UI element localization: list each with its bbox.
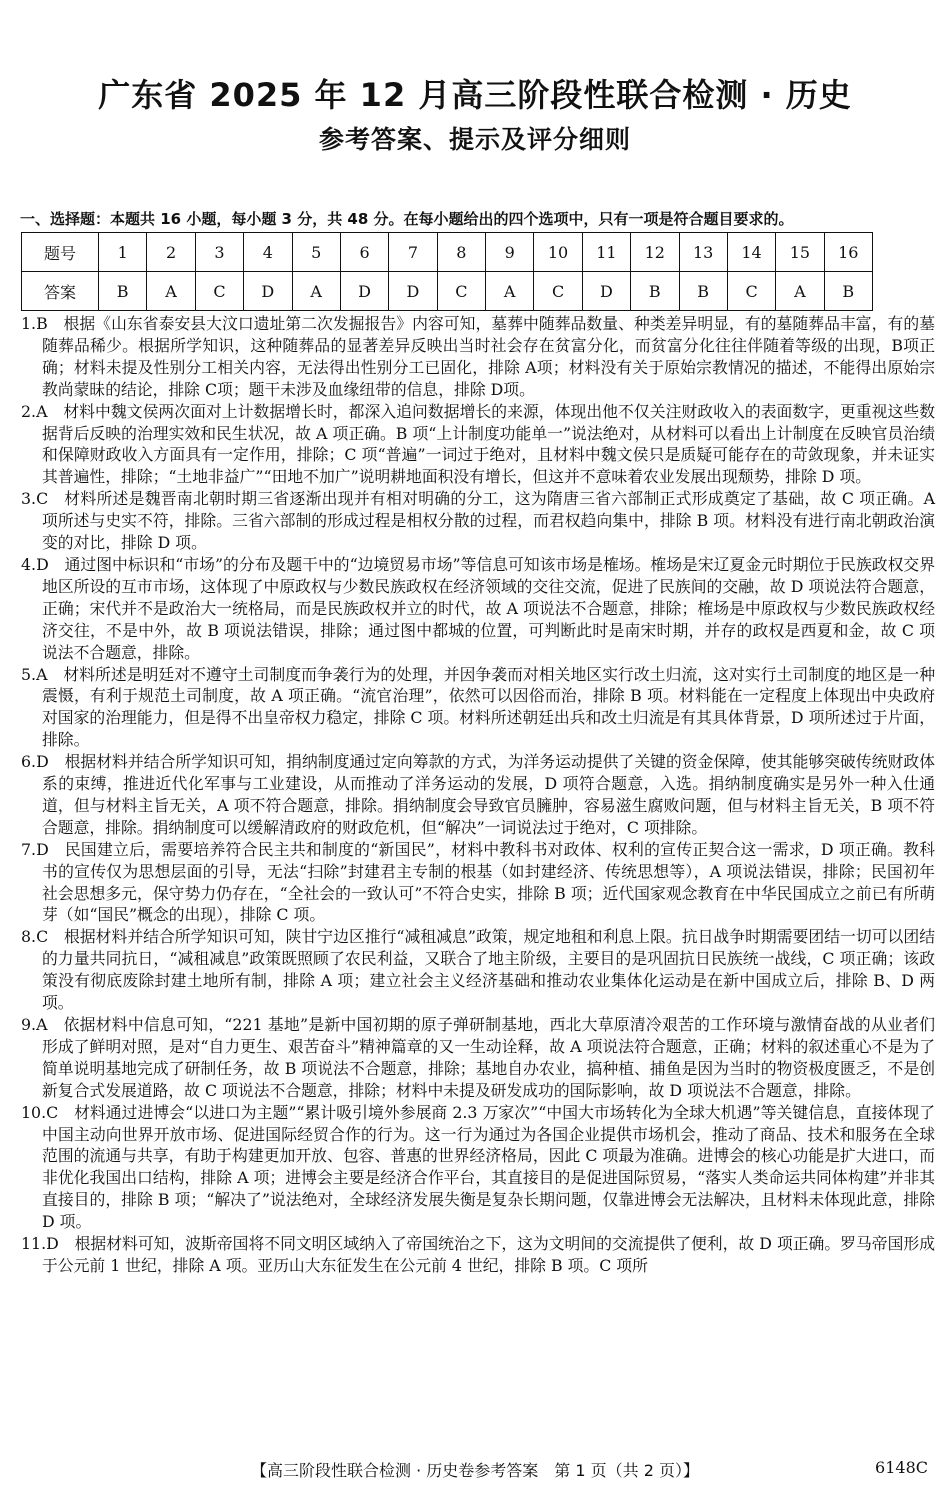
explanation-item [21,926,935,1014]
question-number-cell: 16 [824,233,872,272]
question-number-cell: 4 [244,233,292,272]
answer-cell: D [340,272,388,311]
question-number-cell: 15 [776,233,824,272]
explanation-item [21,1014,935,1102]
question-number-cell: 12 [631,233,679,272]
question-number-cell: 9 [486,233,534,272]
item-text: 通过图中标识和“市场”的分布及题干中的“边境贸易市场”等信息可知该市场是榷场。榷场是宋辽夏金元时期位于民族政权交界地区所设的互市市场，这体现了中原政权与少数民族政权在经济领域的交往交流，促进了民族间的交融，故 D 项说法符合题意，正确；宋代并不是政治大一统格局，而是民族政权并立的时代，故 A 项说法不合题意，排除；榷场是中原政权与少数民族政权经济交往，不是中外，故 B 项说法错误，排除；通过图中都城的位置，可判断此时是南宋时期，并存的政权是西夏和金，故 C 项说法不合题意，排除。 [42,554,935,662]
question-number-cell: 3 [195,233,243,272]
question-number-cell: 7 [389,233,437,272]
answer-cell: B [99,272,147,311]
item-text: 材料所述是魏晋南北朝时期三省逐渐出现并有相对明确的分工，这为隋唐三省六部制正式形成奠定了基础，故 C 项正确。A 项所述与史实不符，排除。三省六部制的形成过程是相权分散的过程，而君权趋向集中，排除 B 项。材料没有进行南北朝政治演变的对比，排除 D 项。 [42,489,935,553]
paper-code: 6148C [875,1458,928,1477]
item-text: 根据材料并结合所学知识可知，捐纳制度通过定向筹款的方式，为洋务运动提供了关键的资金保障，使其能够突破传统财政体系的束缚，推进近代化军事与工业建设，从而推动了洋务运动的发展，D 项符合题意，入选。捐纳制度确实是另外一种入仕通道，但与材料主旨无关，A 项不符合题意，排除。捐纳制度会导致官员臃肿，容易滋生腐败问题，但与材料主旨无关，B 项不符合题意，排除。捐纳制度可以缓解清政府的财政危机，但“解决”一词说法过于绝对，C 项排除。 [42,752,935,837]
question-number-cell: 1 [99,233,147,272]
explanation-item [21,1233,935,1277]
question-number-cell: 6 [340,233,388,272]
question-number-cell: 5 [292,233,340,272]
explanation-item [21,554,935,664]
answer-cell: D [389,272,437,311]
explanation-item [21,751,935,839]
number-row [22,233,873,272]
item-number: 2.A [21,401,48,421]
answer-table [21,232,873,311]
item-number: 1.B [21,314,48,333]
item-number: 4.D [21,554,49,574]
answer-cell: D [582,272,630,311]
answer-row [22,272,873,311]
explanation-item [21,401,935,489]
item-text: 民国建立后，需要培养符合民主共和制度的“新国民”，材料中教科书对政体、权利的宣传正契合这一需求，D 项正确。教科书的宣传仅为思想层面的引导，无法“扫除”封建君主专制的根基（如封建经济、传统思想等），A 项说法错误，排除；民国初年社会思想多元，保守势力仍存在，“全社会的一致认可”不符合史实，排除 B 项；近代国家观念教育在中华民国成立之前已有所萌芽（如“国民”概念的出现），排除 C 项。 [42,839,935,925]
row-label: 题号 [22,233,99,272]
item-text: 材料中魏文侯两次面对上计数据增长时，都深入追问数据增长的来源，体现出他不仅关注财政收入的表面数字，更重视这些数据背后反映的治理实效和民生状况，故 A 项正确。B 项“上计制度功能单一”说法绝对，从材料可以看出上计制度在反映官员治绩和保障财政收入方面具有一定作用，排除；C 项“普遍”一词过于绝对，且材料中魏文侯只是质疑可能存在的苛敛现象，并未证实其普遍性，排除；“土地非益广”“田地不加广”说明耕地面积没有增长，但这并不意味着农业发展出现颓势，排除 D 项。 [42,401,935,487]
item-number: 3.C [21,489,49,509]
question-number-cell: 8 [437,233,485,272]
question-number-cell: 10 [534,233,582,272]
question-number-cell: 2 [147,233,195,272]
explanation-item [21,1102,935,1233]
question-number-cell: 14 [727,233,775,272]
item-text: 材料所述是明廷对不遵守土司制度而争袭行为的处理，并因争袭而对相关地区实行改土归流，这对实行土司制度的地区是一种震慑，有利于规范土司制度，故 A 项正确。“流官治理”，依然可以因俗而治，排除 B 项。材料能在一定程度上体现出中央政府对国家的治理能力，但是得不出皇帝权力稳定，排除 C 项。材料所述朝廷出兵和改土归流是有其具体背景，D 项所述过于片面，排除。 [42,664,935,750]
question-number-cell: 11 [582,233,630,272]
answer-cell: B [631,272,679,311]
item-text: 根据材料可知，波斯帝国将不同文明区域纳入了帝国统治之下，这为文明间的交流提供了便利，故 D 项正确。罗马帝国形成于公元前 1 世纪，排除 A 项。亚历山大东征发生在公元前 4 世纪，排除 B 项。C 项所 [42,1234,935,1275]
item-number: 6.D [21,752,49,772]
answer-cell: C [437,272,485,311]
answer-explanations [21,313,935,1277]
answer-cell: A [776,272,824,311]
item-number: 10.C [21,1102,59,1122]
explanation-item [21,488,935,554]
page-subtitle: 参考答案、提示及评分细则 [318,125,631,154]
answer-cell: A [486,272,534,311]
section-heading: 一、选择题：本题共 16 小题，每小题 3 分，共 48 分。在每小题给出的四个选项中，只有一项是符合题目要求的。 [20,210,794,228]
answer-cell: C [534,272,582,311]
page-title: 广东省 2025 年 12 月高三阶段性联合检测 · 历史 [98,76,852,114]
answer-cell: A [147,272,195,311]
question-number-cell: 13 [679,233,727,272]
item-text: 根据材料并结合所学知识可知，陕甘宁边区推行“减租减息”政策，规定地租和利息上限。抗日战争时期需要团结一切可以团结的力量共同抗日，“减租减息”政策既照顾了农民利益，又联合了地主阶级，主要目的是巩固抗日民族统一战线，C 项正确；该政策没有彻底废除封建土地所有制，排除 A 项；建立社会主义经济基础和推动农业集体化运动是在新中国成立后，排除 B、D 两项。 [42,927,935,1013]
item-text: 根据《山东省泰安县大汶口遗址第二次发掘报告》内容可知，墓葬中随葬品数量、种类差异明显，有的墓随葬品丰富，有的墓随葬品稀少。根据所学知识，这种随葬品的显著差异反映出当时社会存在贫富分化，而贫富分化往往伴随着等级的出现，B项正确；材料未提及性别分工相关内容，无法得出性别分工已固化，排除 A项；材料没有关于原始宗教情况的描述，不能得出原始宗教尚蒙昧的结论，排除 C项；题干未涉及血缘纽带的信息，排除 D项。 [42,314,935,399]
answer-cell: B [824,272,872,311]
explanation-item [21,664,935,752]
answer-cell: B [679,272,727,311]
row-label: 答案 [22,272,99,311]
explanation-item [21,839,935,927]
item-number: 8.C [21,927,49,947]
item-number: 9.A [21,1015,48,1034]
explanation-item [21,313,935,401]
answer-cell: A [292,272,340,311]
page-footer: 【高三阶段性联合检测 · 历史卷参考答案 第 1 页（共 2 页）】 [251,1461,699,1480]
item-number: 11.D [21,1234,59,1254]
item-text: 材料通过进博会“以进口为主题”“累计吸引境外参展商 2.3 万家次”“中国大市场转化为全球大机遇”等关键信息，直接体现了中国主动向世界开放市场、促进国际经贸合作的行为。这一行为通过为各国企业提供市场机会，推动了商品、技术和服务在全球范围的流通与共享，有助于构建更加开放、包容、普惠的世界经济格局，因此 C 项最为准确。进博会的核心功能是扩大进口，而非优化我国出口结构，排除 A 项；进博会主要是经济合作平台，其直接目的是促进国际贸易，“落实人类命运共同体构建”并非其直接目的，排除 B 项；“解决了”说法绝对，全球经济发展失衡是复杂长期问题，仅靠进博会无法解决，且材料未体现此意，排除 D 项。 [42,1102,935,1232]
item-number: 5.A [21,664,48,684]
item-number: 7.D [21,839,49,859]
answer-cell: C [195,272,243,311]
item-text: 依据材料中信息可知，“221 基地”是新中国初期的原子弹研制基地，西北大草原清冷艰苦的工作环境与激情奋战的从业者们形成了鲜明对照，是对“自力更生、艰苦奋斗”精神篇章的又一生动诠释，故 A 项说法符合题意，正确；材料的叙述重心不是为了简单说明基地完成了研制任务，故 B 项说法不合题意，排除；基地自办农业，搞种植、捕鱼是因为当时的物资极度匮乏，不是创新复合式发展道路，故 C 项说法不合题意，排除；材料中未提及研发成功的国际影响，故 D 项说法不合题意，排除。 [42,1015,935,1100]
answer-cell: D [244,272,292,311]
answer-cell: C [727,272,775,311]
